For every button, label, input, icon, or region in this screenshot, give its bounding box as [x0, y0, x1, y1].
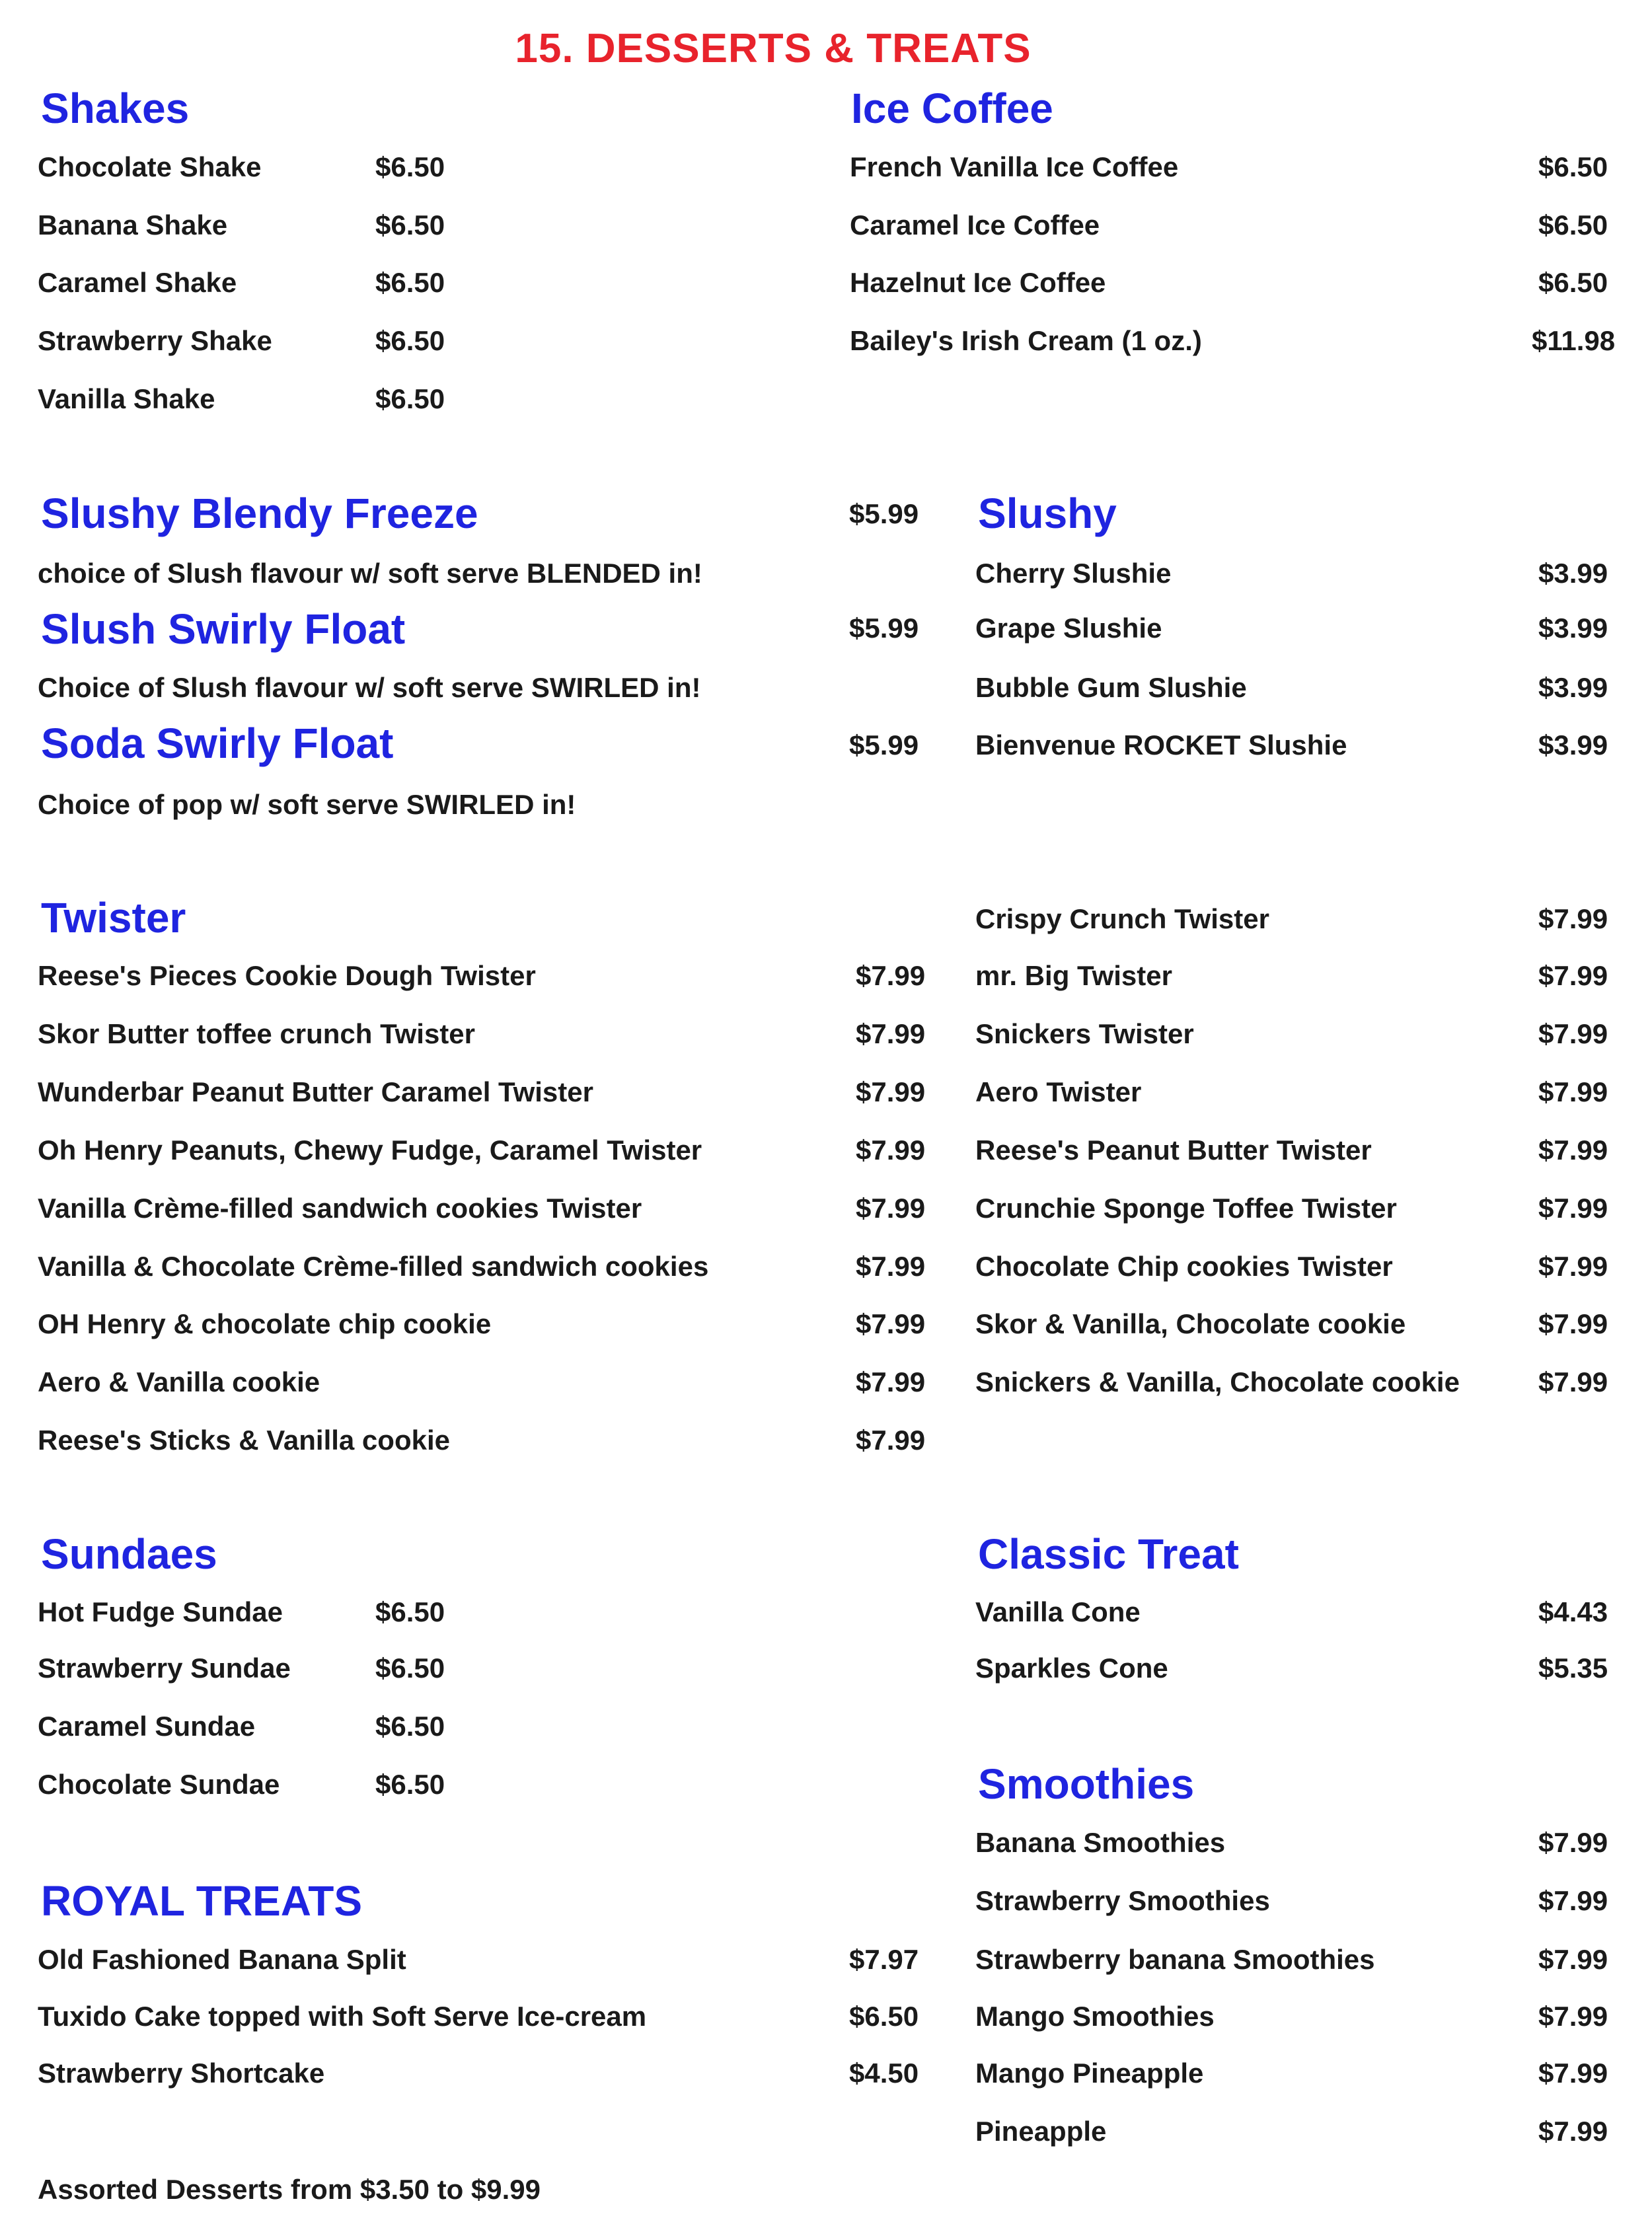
menu-item-name: Strawberry banana Smoothies: [975, 1944, 1375, 1975]
menu-item-name: Banana Smoothies: [975, 1827, 1226, 1858]
menu-item-price: $7.97: [849, 1944, 919, 1975]
menu-item-price: $5.35: [1538, 1652, 1608, 1684]
menu-item-description: Choice of pop w/ soft serve SWIRLED in!: [38, 789, 576, 820]
menu-item-price: $6.50: [375, 1652, 445, 1684]
menu-item-price: $7.99: [1538, 1885, 1608, 1916]
menu-item-name: Aero & Vanilla cookie: [38, 1366, 320, 1397]
section-heading-shakes: Shakes: [41, 85, 190, 132]
section-heading-twister: Twister: [41, 894, 186, 942]
menu-item-price: $7.99: [1538, 1827, 1608, 1858]
menu-item-name: Old Fashioned Banana Split: [38, 1944, 406, 1975]
menu-item-price: $7.99: [856, 1308, 926, 1339]
menu-item-name: Chocolate Chip cookies Twister: [975, 1251, 1393, 1282]
menu-item-price: $5.99: [849, 729, 919, 761]
menu-item-price: $3.99: [1538, 558, 1608, 589]
menu-item-price: $6.50: [1538, 209, 1608, 241]
menu-item-name: Hazelnut Ice Coffee: [850, 267, 1106, 298]
menu-item-price: $7.99: [856, 1251, 926, 1282]
section-heading-slushy: Slushy: [978, 490, 1117, 537]
menu-item-price: $7.99: [856, 1018, 926, 1049]
menu-item-name: Aero Twister: [975, 1076, 1142, 1107]
page-title: 15. DESSERTS & TREATS: [515, 26, 1032, 71]
section-heading-slush-swirly-float: Slush Swirly Float: [41, 605, 406, 653]
menu-item-price: $7.99: [1538, 1366, 1608, 1397]
menu-item-name: Bailey's Irish Cream (1 oz.): [850, 325, 1202, 356]
menu-item-price: $7.99: [1538, 1018, 1608, 1049]
menu-item-price: $6.50: [375, 1769, 445, 1800]
menu-item-description: Choice of Slush flavour w/ soft serve SWIRLED in!: [38, 672, 701, 703]
menu-item-price: $7.99: [1538, 1076, 1608, 1107]
menu-item-name: Hot Fudge Sundae: [38, 1596, 283, 1627]
menu-item-price: $5.99: [849, 498, 919, 529]
menu-item-price: $7.99: [856, 1134, 926, 1166]
menu-item-name: Wunderbar Peanut Butter Caramel Twister: [38, 1076, 593, 1107]
menu-item-name: French Vanilla Ice Coffee: [850, 151, 1179, 182]
menu-item-price: $6.50: [375, 267, 445, 298]
menu-item-name: mr. Big Twister: [975, 960, 1172, 991]
menu-item-name: Tuxido Cake topped with Soft Serve Ice-cream: [38, 2001, 647, 2032]
menu-item-name: Chocolate Shake: [38, 151, 262, 182]
menu-item-price: $7.99: [1538, 2116, 1608, 2147]
menu-item-price: $6.50: [375, 1596, 445, 1627]
menu-item-name: Oh Henry Peanuts, Chewy Fudge, Caramel Twister: [38, 1134, 702, 1166]
menu-item-name: Mango Pineapple: [975, 2058, 1204, 2089]
menu-item-name: Strawberry Shortcake: [38, 2058, 325, 2089]
section-heading-royal-treats: ROYAL TREATS: [41, 1877, 362, 1925]
menu-item-price: $7.99: [856, 1193, 926, 1224]
menu-item-price: $7.99: [1538, 1944, 1608, 1975]
menu-item-name: Vanilla Crème-filled sandwich cookies Twister: [38, 1193, 642, 1224]
menu-item-description: choice of Slush flavour w/ soft serve BLENDED in!: [38, 558, 702, 589]
menu-item-price: $4.43: [1538, 1596, 1608, 1627]
menu-item-name: Vanilla Shake: [38, 383, 215, 414]
menu-item-price: $7.99: [1538, 2001, 1608, 2032]
menu-item-name: Vanilla & Chocolate Crème-filled sandwich cookies: [38, 1251, 709, 1282]
section-heading-soda-swirly-float: Soda Swirly Float: [41, 720, 394, 767]
menu-item-price: $6.50: [375, 325, 445, 356]
menu-item-name: Bienvenue ROCKET Slushie: [975, 729, 1347, 761]
menu-item-price: $6.50: [849, 2001, 919, 2032]
section-heading-slushy-blendy-freeze: Slushy Blendy Freeze: [41, 490, 478, 537]
menu-item-price: $7.99: [1538, 1308, 1608, 1339]
menu-item-name: Grape Slushie: [975, 613, 1162, 644]
menu-item-name: Strawberry Smoothies: [975, 1885, 1270, 1916]
menu-item-name: Caramel Shake: [38, 267, 237, 298]
menu-item-price: $7.99: [1538, 960, 1608, 991]
menu-item-name: Strawberry Shake: [38, 325, 272, 356]
menu-item-price: $6.50: [375, 383, 445, 414]
menu-item-price: $7.99: [856, 1366, 926, 1397]
menu-item-price: $6.50: [1538, 267, 1608, 298]
menu-item-name: Caramel Ice Coffee: [850, 209, 1100, 241]
menu-item-name: Caramel Sundae: [38, 1711, 256, 1742]
section-heading-sundaes: Sundaes: [41, 1530, 217, 1578]
menu-item-price: $7.99: [1538, 1251, 1608, 1282]
menu-item-name: Reese's Pieces Cookie Dough Twister: [38, 960, 536, 991]
menu-item-name: Bubble Gum Slushie: [975, 672, 1247, 703]
menu-item-price: $6.50: [375, 151, 445, 182]
section-heading-smoothies: Smoothies: [978, 1760, 1195, 1808]
menu-item-name: Crispy Crunch Twister: [975, 903, 1269, 934]
menu-item-name: Reese's Peanut Butter Twister: [975, 1134, 1372, 1166]
footer-note: Assorted Desserts from $3.50 to $9.99: [38, 2174, 541, 2205]
menu-item-price: $4.50: [849, 2058, 919, 2089]
menu-item-name: Banana Shake: [38, 209, 228, 241]
menu-item-name: Pineapple: [975, 2116, 1107, 2147]
menu-item-name: Sparkles Cone: [975, 1652, 1168, 1684]
menu-item-name: Reese's Sticks & Vanilla cookie: [38, 1425, 450, 1456]
menu-item-price: $6.50: [375, 1711, 445, 1742]
menu-item-name: Skor Butter toffee crunch Twister: [38, 1018, 475, 1049]
menu-item-name: Strawberry Sundae: [38, 1652, 291, 1684]
menu-item-price: $7.99: [856, 1425, 926, 1456]
menu-item-price: $6.50: [375, 209, 445, 241]
menu-item-name: Crunchie Sponge Toffee Twister: [975, 1193, 1397, 1224]
menu-item-name: Vanilla Cone: [975, 1596, 1141, 1627]
menu-item-price: $7.99: [856, 960, 926, 991]
menu-item-price: $11.98: [1532, 325, 1616, 356]
menu-item-name: Cherry Slushie: [975, 558, 1172, 589]
menu-item-name: Mango Smoothies: [975, 2001, 1215, 2032]
menu-item-name: OH Henry & chocolate chip cookie: [38, 1308, 492, 1339]
menu-item-price: $3.99: [1538, 672, 1608, 703]
section-heading-classic-treat: Classic Treat: [978, 1530, 1239, 1578]
menu-item-name: Snickers Twister: [975, 1018, 1194, 1049]
menu-item-price: $7.99: [1538, 1193, 1608, 1224]
section-heading-ice-coffee: Ice Coffee: [851, 85, 1053, 132]
menu-item-price: $5.99: [849, 613, 919, 644]
menu-item-price: $6.50: [1538, 151, 1608, 182]
menu-item-price: $7.99: [1538, 1134, 1608, 1166]
menu-item-name: Snickers & Vanilla, Chocolate cookie: [975, 1366, 1460, 1397]
menu-item-price: $7.99: [856, 1076, 926, 1107]
menu-item-price: $7.99: [1538, 903, 1608, 934]
menu-item-price: $7.99: [1538, 2058, 1608, 2089]
menu-item-name: Chocolate Sundae: [38, 1769, 280, 1800]
menu-item-name: Skor & Vanilla, Chocolate cookie: [975, 1308, 1406, 1339]
menu-item-price: $3.99: [1538, 729, 1608, 761]
menu-item-price: $3.99: [1538, 613, 1608, 644]
